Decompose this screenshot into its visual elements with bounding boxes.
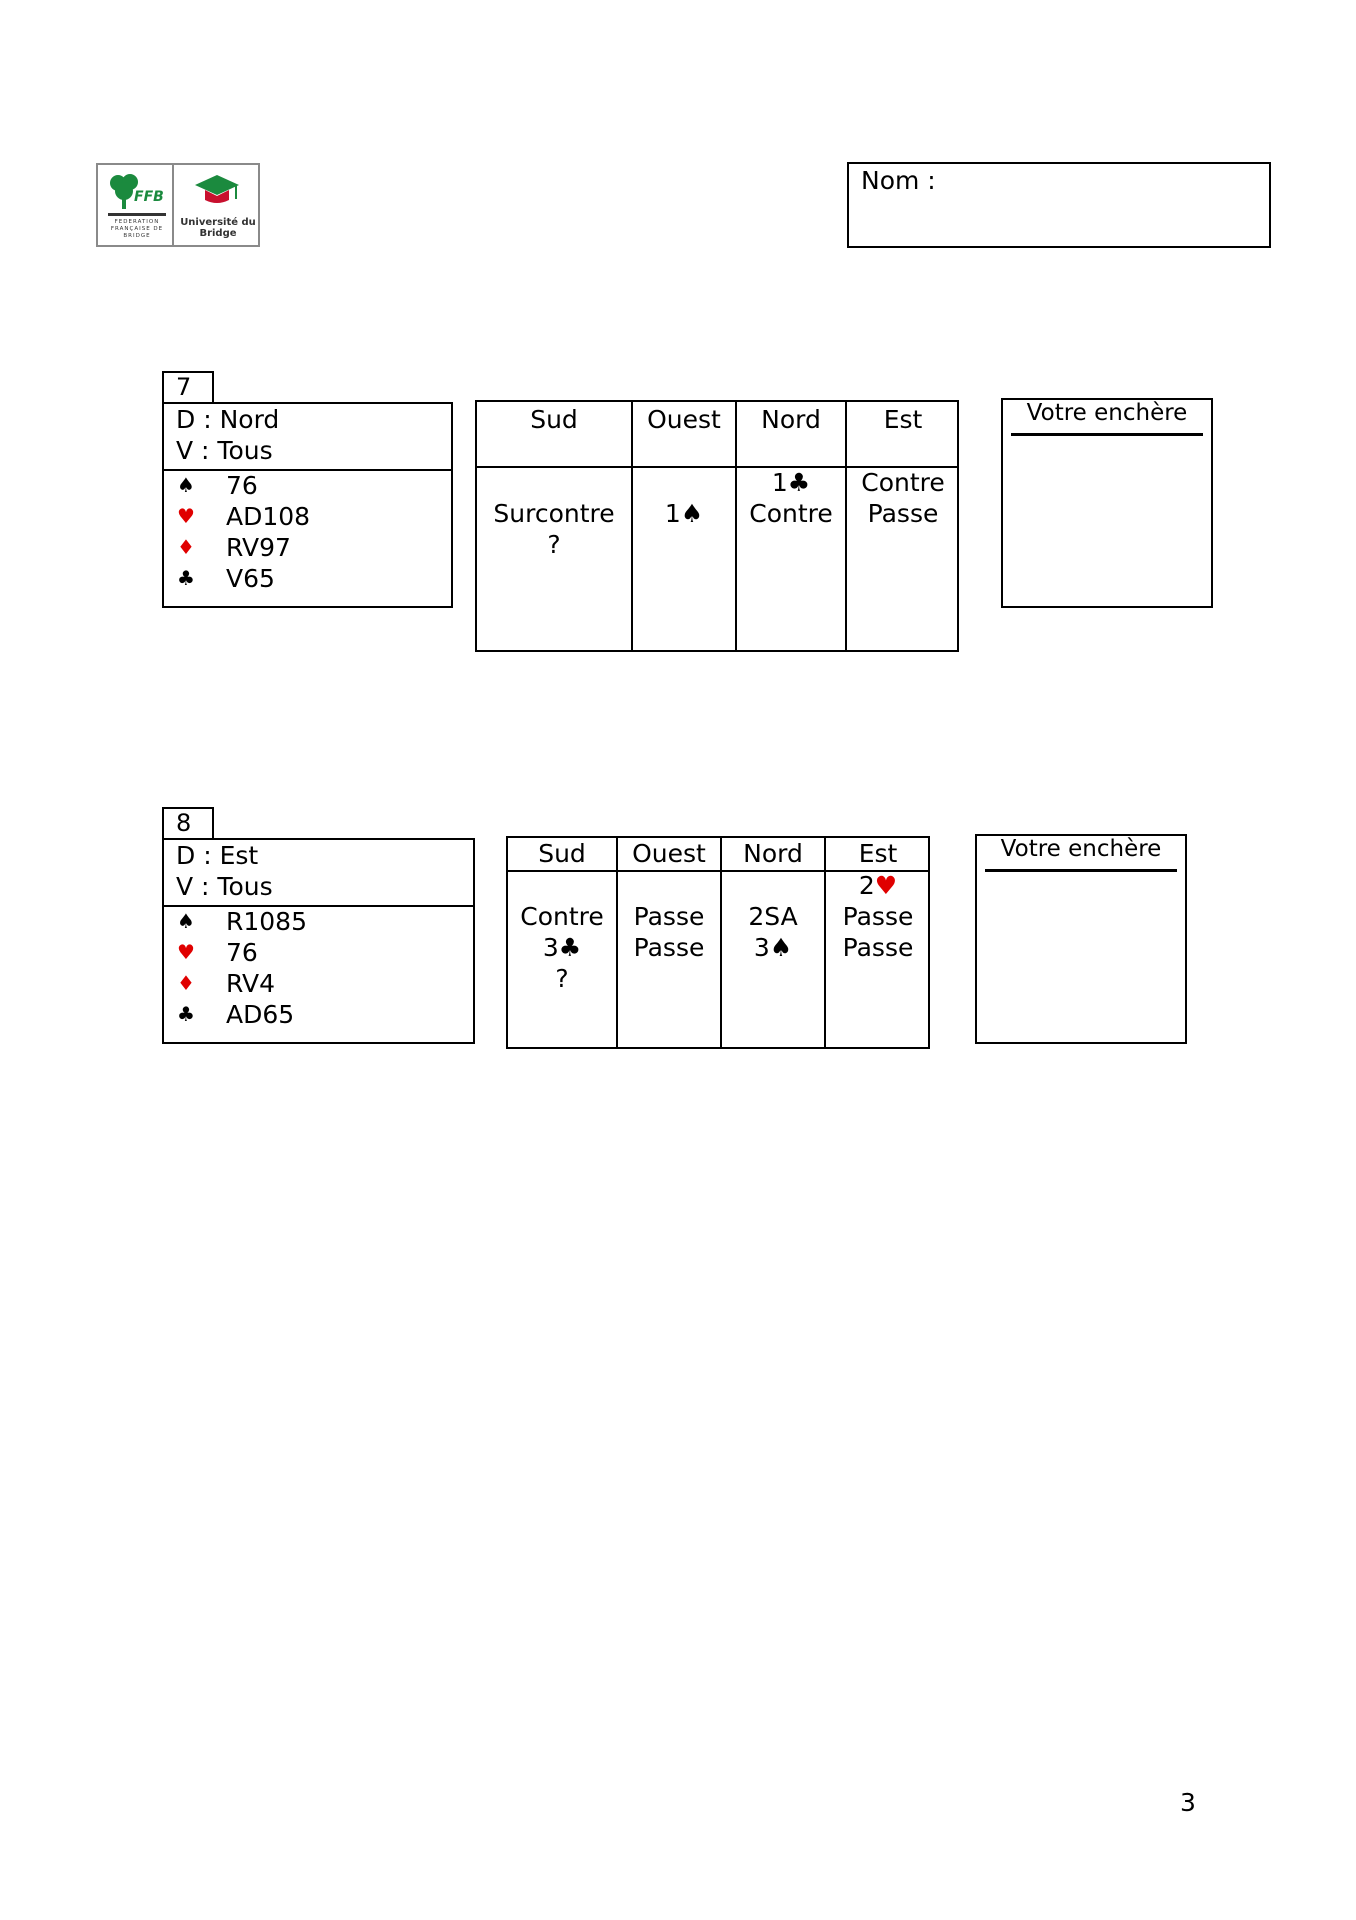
logo-university-text: Université du Bridge [180, 217, 256, 239]
logo-bar [108, 213, 166, 216]
spade-cards: 76 [226, 471, 258, 500]
club-cards: AD65 [226, 1000, 295, 1029]
answer-underline [1011, 433, 1203, 436]
answer-label: Votre enchère [1026, 400, 1188, 426]
bid-cell: Surcontre [493, 499, 615, 528]
bid-cell: Passe [633, 933, 705, 962]
spade-icon: ♠ [177, 909, 195, 933]
header-ouest: Ouest [647, 405, 721, 434]
logo-ffb-text: FFB [134, 189, 164, 205]
club-icon: ♣ [177, 1002, 195, 1026]
bid-cell: Passe [633, 902, 705, 931]
bid-cell: 2SA [748, 902, 798, 931]
hand-header [164, 404, 451, 471]
diamond-cards: RV4 [226, 969, 276, 998]
heart-icon: ♥ [177, 940, 195, 964]
diamond-icon: ♦ [177, 535, 195, 559]
club-cards: V65 [226, 564, 275, 593]
bid-cell: Passe [867, 499, 939, 528]
dealer-label: D : Nord [176, 405, 280, 434]
bid-cell: Passe [842, 902, 914, 931]
bid-cell: ? [547, 530, 561, 559]
heart-icon: ♥ [177, 504, 195, 528]
name-label: Nom : [861, 166, 936, 195]
bid-cell: Contre [749, 499, 833, 528]
hand-header [164, 840, 473, 907]
header-nord: Nord [761, 405, 821, 434]
vulnerability-label: V : Tous [176, 872, 273, 901]
bid-cell: 1♣ [771, 468, 811, 497]
answer-box[interactable] [975, 834, 1187, 1044]
bid-cell: 1♠ [664, 499, 704, 528]
answer-label: Votre enchère [1000, 836, 1162, 862]
answer-underline [985, 869, 1177, 872]
hand-box [162, 838, 475, 1044]
logo-ffb-subtitle: FEDERATION FRANÇAISE DE BRIDGE [110, 219, 164, 239]
deal-number-tab [162, 807, 214, 839]
diamond-cards: RV97 [226, 533, 291, 562]
bid-cell: 2♥ [858, 871, 898, 900]
bidding-table [475, 400, 959, 652]
header-sud: Sud [530, 405, 578, 434]
vulnerability-label: V : Tous [176, 436, 273, 465]
bid-cell: Passe [842, 933, 914, 962]
deal-number: 8 [176, 809, 192, 837]
header-ouest: Ouest [632, 839, 706, 868]
logo-divider [172, 165, 174, 245]
dealer-label: D : Est [176, 841, 259, 870]
bidding-table [506, 836, 930, 1049]
bid-cell: Contre [520, 902, 604, 931]
header-nord: Nord [743, 839, 803, 868]
header-est: Est [858, 839, 898, 868]
spade-cards: R1085 [226, 907, 307, 936]
bid-cell: Contre [861, 468, 945, 497]
deal-number: 7 [176, 373, 192, 401]
header-est: Est [883, 405, 923, 434]
spade-icon: ♠ [177, 473, 195, 497]
club-icon: ♣ [177, 566, 195, 590]
page-number: 3 [1180, 1788, 1196, 1817]
heart-cards: AD108 [226, 502, 311, 531]
bid-cell: ? [555, 964, 569, 993]
diamond-icon: ♦ [177, 971, 195, 995]
hand-box [162, 402, 453, 608]
graduation-cap-icon [194, 173, 240, 213]
logo [96, 163, 260, 247]
bid-cell: 3♣ [542, 933, 582, 962]
answer-box[interactable] [1001, 398, 1213, 608]
deal-number-tab [162, 371, 214, 403]
header-sud: Sud [538, 839, 586, 868]
name-field[interactable] [847, 162, 1271, 248]
bid-cell: 3♠ [753, 933, 793, 962]
heart-cards: 76 [226, 938, 258, 967]
